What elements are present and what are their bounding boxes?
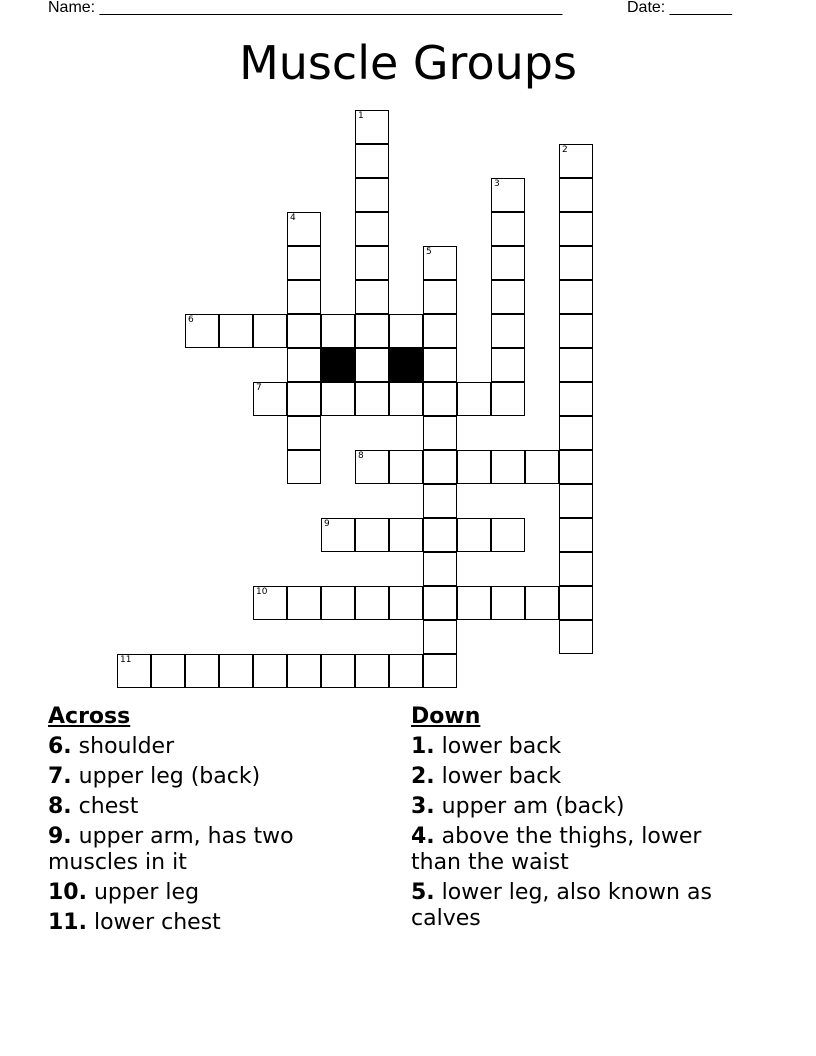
grid-cell[interactable] xyxy=(389,654,423,688)
grid-cell[interactable] xyxy=(559,552,593,586)
grid-cell[interactable] xyxy=(355,586,389,620)
grid-cell[interactable] xyxy=(355,110,389,144)
grid-cell[interactable] xyxy=(423,518,457,552)
grid-cell[interactable] xyxy=(491,450,525,484)
down-clue xyxy=(411,824,756,876)
grid-cell[interactable] xyxy=(423,382,457,416)
cell-number: 5 xyxy=(426,247,432,257)
grid-cell[interactable] xyxy=(559,586,593,620)
cell-number: 1 xyxy=(358,111,364,121)
grid-cell[interactable] xyxy=(287,314,321,348)
cell-number: 9 xyxy=(324,519,330,529)
cell-number: 7 xyxy=(256,383,262,393)
grid-cell[interactable] xyxy=(355,314,389,348)
across-heading: Across xyxy=(48,704,131,729)
grid-cell[interactable] xyxy=(219,314,253,348)
grid-cell[interactable] xyxy=(321,518,355,552)
cell-number: 8 xyxy=(358,451,364,461)
grid-cell[interactable] xyxy=(355,382,389,416)
grid-cell[interactable] xyxy=(355,212,389,246)
across-clue xyxy=(48,764,368,790)
cell-number: 4 xyxy=(290,213,296,223)
grid-cell[interactable] xyxy=(423,314,457,348)
grid-cell[interactable] xyxy=(491,314,525,348)
grid-cell[interactable] xyxy=(287,586,321,620)
grid-cell[interactable] xyxy=(423,654,457,688)
grid-cell[interactable] xyxy=(287,348,321,382)
grid-cell[interactable] xyxy=(559,620,593,654)
clue-number: 8. xyxy=(48,794,72,819)
grid-cell[interactable] xyxy=(185,314,219,348)
down-clue xyxy=(411,794,756,820)
grid-cell[interactable] xyxy=(389,586,423,620)
grid-cell[interactable] xyxy=(287,654,321,688)
clue-text: chest xyxy=(71,794,139,819)
blocked-cell xyxy=(389,348,423,382)
grid-cell[interactable] xyxy=(559,314,593,348)
grid-cell[interactable] xyxy=(423,246,457,280)
across-clue xyxy=(48,910,368,936)
grid-cell[interactable] xyxy=(559,382,593,416)
across-clues xyxy=(48,704,368,940)
grid-cell[interactable] xyxy=(287,212,321,246)
clue-text: upper arm, has two muscles in it xyxy=(48,824,294,875)
grid-cell[interactable] xyxy=(321,586,355,620)
grid-cell[interactable] xyxy=(491,212,525,246)
grid-cell[interactable] xyxy=(423,484,457,518)
grid-cell[interactable] xyxy=(287,280,321,314)
down-clues xyxy=(411,704,756,936)
grid-cell[interactable] xyxy=(423,280,457,314)
grid-cell[interactable] xyxy=(457,586,491,620)
grid-cell[interactable] xyxy=(151,654,185,688)
grid-cell[interactable] xyxy=(355,518,389,552)
across-clue xyxy=(48,734,368,760)
grid-cell[interactable] xyxy=(287,416,321,450)
clue-number: 5. xyxy=(411,880,435,905)
grid-cell[interactable] xyxy=(491,518,525,552)
date-field-line: Date: _______ xyxy=(627,0,732,16)
grid-cell[interactable] xyxy=(355,280,389,314)
grid-cell[interactable] xyxy=(559,518,593,552)
across-clue xyxy=(48,880,368,906)
grid-cell[interactable] xyxy=(491,348,525,382)
clue-text: shoulder xyxy=(71,734,175,759)
cell-number: 2 xyxy=(562,145,568,155)
grid-cell[interactable] xyxy=(287,246,321,280)
clue-number: 3. xyxy=(411,794,435,819)
clue-number: 7. xyxy=(48,764,72,789)
grid-cell[interactable] xyxy=(321,654,355,688)
grid-cell[interactable] xyxy=(355,450,389,484)
grid-cell[interactable] xyxy=(355,654,389,688)
clue-number: 9. xyxy=(48,824,72,849)
grid-cell[interactable] xyxy=(491,382,525,416)
grid-cell[interactable] xyxy=(457,518,491,552)
across-clue xyxy=(48,794,368,820)
grid-cell[interactable] xyxy=(389,382,423,416)
grid-cell[interactable] xyxy=(287,382,321,416)
grid-cell[interactable] xyxy=(389,518,423,552)
grid-cell[interactable] xyxy=(355,178,389,212)
grid-cell[interactable] xyxy=(253,586,287,620)
grid-cell[interactable] xyxy=(559,246,593,280)
grid-cell[interactable] xyxy=(185,654,219,688)
grid-cell[interactable] xyxy=(559,212,593,246)
clue-text: upper am (back) xyxy=(434,794,625,819)
grid-cell[interactable] xyxy=(287,450,321,484)
grid-cell[interactable] xyxy=(525,450,559,484)
clue-number: 1. xyxy=(411,734,435,759)
grid-cell[interactable] xyxy=(491,246,525,280)
clue-number: 2. xyxy=(411,764,435,789)
grid-cell[interactable] xyxy=(491,280,525,314)
puzzle-title: Muscle Groups xyxy=(239,36,577,90)
grid-cell[interactable] xyxy=(559,144,593,178)
cell-number: 10 xyxy=(256,587,268,597)
cell-number: 3 xyxy=(494,179,500,189)
grid-cell[interactable] xyxy=(559,416,593,450)
grid-cell[interactable] xyxy=(253,314,287,348)
grid-cell[interactable] xyxy=(491,586,525,620)
clue-text: lower back xyxy=(434,734,562,759)
grid-cell[interactable] xyxy=(423,450,457,484)
grid-cell[interactable] xyxy=(423,416,457,450)
cell-number: 11 xyxy=(120,655,132,665)
grid-cell[interactable] xyxy=(389,450,423,484)
down-clue xyxy=(411,734,756,760)
clue-number: 11. xyxy=(48,910,87,935)
grid-cell[interactable] xyxy=(253,654,287,688)
grid-cell[interactable] xyxy=(559,450,593,484)
grid-cell[interactable] xyxy=(491,178,525,212)
down-clue xyxy=(411,880,756,932)
grid-cell[interactable] xyxy=(457,382,491,416)
grid-cell[interactable] xyxy=(423,586,457,620)
blocked-cell xyxy=(321,348,355,382)
clue-text: upper leg xyxy=(86,880,200,905)
grid-cell[interactable] xyxy=(355,144,389,178)
clue-text: lower chest xyxy=(86,910,221,935)
grid-cell[interactable] xyxy=(559,178,593,212)
down-heading: Down xyxy=(411,704,481,729)
grid-cell[interactable] xyxy=(321,382,355,416)
clue-text: lower back xyxy=(434,764,562,789)
clue-text: above the thighs, lower than the waist xyxy=(411,824,702,875)
grid-cell[interactable] xyxy=(321,314,355,348)
grid-cell[interactable] xyxy=(355,348,389,382)
grid-cell[interactable] xyxy=(389,314,423,348)
grid-cell[interactable] xyxy=(117,654,151,688)
down-clue xyxy=(411,764,756,790)
grid-cell[interactable] xyxy=(423,552,457,586)
grid-cell[interactable] xyxy=(253,382,287,416)
grid-cell[interactable] xyxy=(423,620,457,654)
across-clue xyxy=(48,824,368,876)
name-field-line: Name: ____________________________________________________ xyxy=(48,0,563,16)
grid-cell[interactable] xyxy=(525,586,559,620)
cell-number: 6 xyxy=(188,315,194,325)
clue-number: 4. xyxy=(411,824,435,849)
grid-cell[interactable] xyxy=(355,246,389,280)
grid-cell[interactable] xyxy=(457,450,491,484)
clue-number: 10. xyxy=(48,880,87,905)
clue-text: lower leg, also known as calves xyxy=(411,880,712,931)
grid-cell[interactable] xyxy=(423,348,457,382)
grid-cell[interactable] xyxy=(559,348,593,382)
clue-text: upper leg (back) xyxy=(71,764,261,789)
grid-cell[interactable] xyxy=(559,484,593,518)
grid-cell[interactable] xyxy=(559,280,593,314)
grid-cell[interactable] xyxy=(219,654,253,688)
clue-number: 6. xyxy=(48,734,72,759)
